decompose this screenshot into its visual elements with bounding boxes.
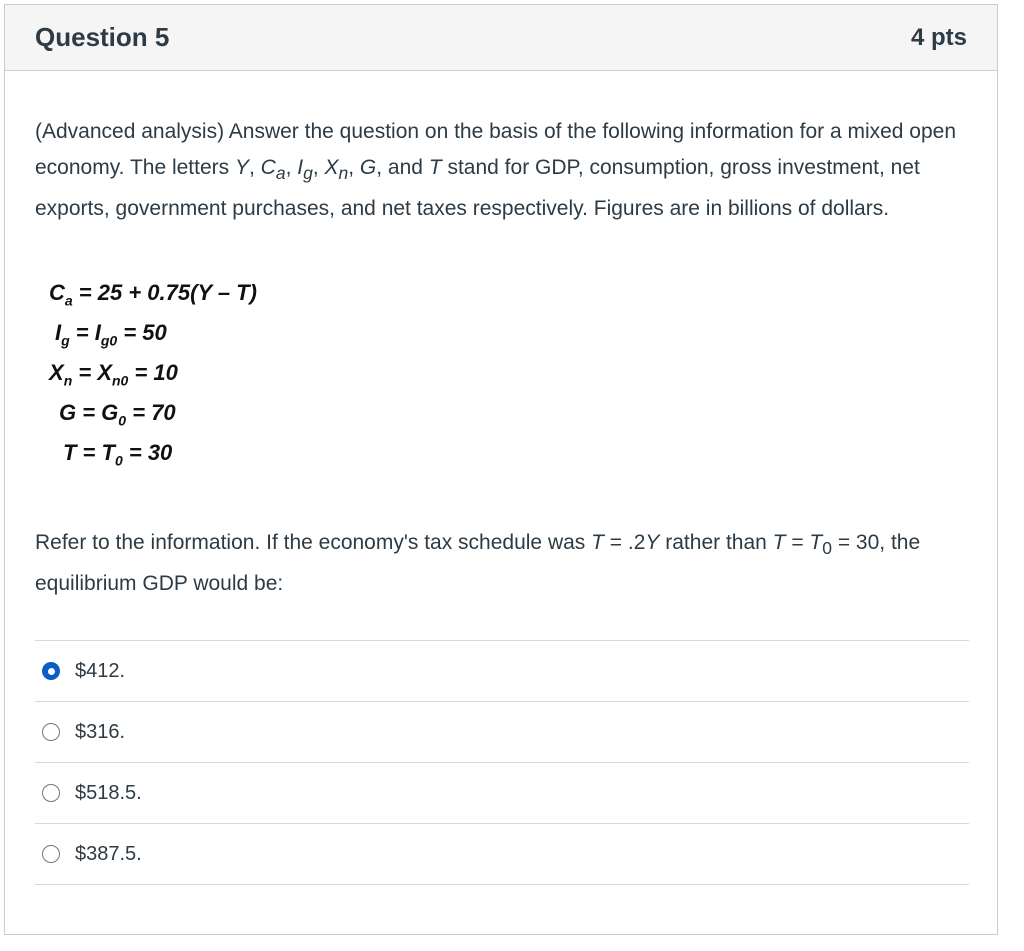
question-title: Question 5 <box>35 22 170 52</box>
equations-image <box>49 273 967 473</box>
answer-option[interactable] <box>35 763 969 824</box>
equation-government: $G = G_0 = 70$ <box>59 400 176 429</box>
answer-label[interactable]: $518.5. <box>75 781 142 804</box>
radio-unselected-icon[interactable] <box>42 784 60 802</box>
equation-investment: $I_g = I_{g0} = 50$ <box>55 320 167 349</box>
equation-taxes: $T = T_0 = 30$ <box>63 440 173 469</box>
answer-option[interactable] <box>35 702 969 763</box>
equation-net-exports: $X_n = X_{n0} = 10$ <box>49 360 178 389</box>
answer-option[interactable] <box>35 824 969 885</box>
answer-label[interactable]: $387.5. <box>75 842 142 865</box>
question-card <box>4 4 998 935</box>
question-intro: (Advanced analysis) Answer the question on the basis of the following information for a mixed open economy. The letters Y, $C_a$, $I_g$, $X_n$, G, and T stand for GDP, consumption, gross investment, net exports, government purchases, and net taxes respectively. Figures are in billions of dollars. <box>35 120 957 221</box>
question-prompt: Refer to the information. If the economy's tax schedule was T = .2Y rather than $T = T_0 = 30$, the equilibrium GDP would be: <box>35 531 921 596</box>
answer-option[interactable] <box>35 641 969 702</box>
answer-label[interactable]: $412. <box>75 659 126 682</box>
equation-consumption: $C_a = 25 + 0.75(Y - T)$ <box>49 280 257 309</box>
question-points: 4 pts <box>910 23 967 51</box>
radio-selected-icon[interactable] <box>42 662 60 680</box>
question-header <box>5 5 997 71</box>
answer-label[interactable]: $316. <box>75 720 126 743</box>
radio-unselected-icon[interactable] <box>42 845 60 863</box>
answer-list <box>35 640 969 885</box>
question-body <box>5 114 997 885</box>
radio-unselected-icon[interactable] <box>42 723 60 741</box>
